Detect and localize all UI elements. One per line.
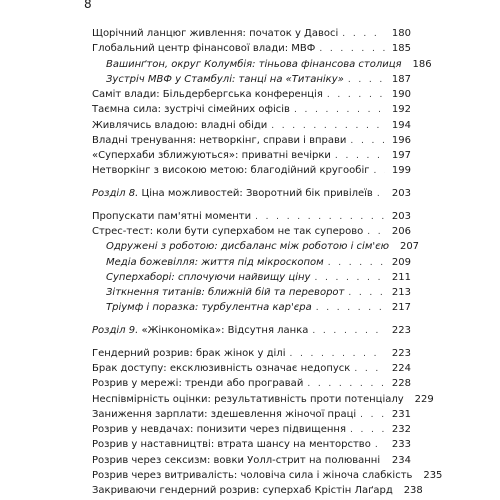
toc-entry-title: Стрес-тест: коли бути суперхабом не так суперово: [92, 226, 364, 237]
dot-leader: [373, 164, 385, 178]
toc-entry-page: 238: [403, 485, 423, 496]
toc-entry[interactable]: [92, 362, 411, 378]
toc-entry-title: Медіа божевілля: життя під мікроскопом: [106, 256, 324, 268]
toc-entry-title: Живлячись владою: владні обіди: [92, 119, 268, 131]
toc-entry-page: 192: [391, 104, 411, 116]
toc-entry[interactable]: [92, 103, 411, 119]
toc-entry-title: Вашинґтон, округ Колумбія: тіньова фінансова столиця: [106, 58, 402, 70]
toc-entry-page: 207: [399, 241, 420, 253]
dot-leader: [384, 454, 385, 468]
toc-entry-page: 211: [391, 271, 411, 283]
page-number: 8: [84, 0, 92, 11]
chapter-number: Розділ 8.: [92, 188, 139, 199]
dot-leader: [314, 271, 385, 285]
toc-entry[interactable]: [92, 423, 411, 439]
toc-chapter-entry[interactable]: [92, 324, 411, 340]
dot-leader: [294, 103, 385, 117]
dot-leader: [354, 362, 385, 376]
toc-entry[interactable]: [92, 27, 411, 43]
toc-entry[interactable]: [92, 134, 411, 150]
toc-entry-page: 180: [391, 28, 411, 39]
toc-entry-title: Зустріч МВФ у Стамбулі: танці на «Титаніку»: [106, 73, 344, 85]
toc-entry-page: 203: [391, 188, 411, 199]
toc-entry-title: Пропускати пам'ятні моменти: [92, 210, 252, 222]
toc-entry-page: 224: [391, 363, 411, 374]
chapter-number: Розділ 9.: [92, 325, 139, 336]
toc-subentry[interactable]: [106, 73, 411, 89]
dot-leader: [289, 347, 385, 361]
toc-entry[interactable]: [92, 42, 411, 58]
toc-entry-page: 232: [391, 424, 411, 435]
toc-subentry[interactable]: [106, 301, 411, 317]
toc-entry-title: Глобальний центр фінансової влади: МВФ: [92, 43, 316, 55]
toc-entry-page: 197: [391, 150, 411, 161]
toc-entry-title: Розрив через витривалість: чоловіча сила і жіноча слабкість: [92, 469, 413, 481]
toc-entry-title: Нетворкінг з високою метою: благодійний кругообіг: [92, 165, 370, 177]
toc-entry-page: 187: [391, 73, 411, 85]
toc-entry[interactable]: [92, 454, 411, 470]
toc-entry-page: 186: [412, 58, 432, 70]
toc-entry[interactable]: [92, 438, 411, 454]
dot-leader: [360, 408, 385, 422]
dot-leader: [342, 27, 385, 41]
toc-entry-title: [92, 324, 308, 338]
toc-entry-page: 203: [391, 210, 411, 222]
toc-entry[interactable]: [92, 484, 423, 500]
toc-entry[interactable]: [92, 469, 443, 485]
toc-entry[interactable]: [92, 119, 411, 135]
toc-entry-page: 196: [391, 134, 411, 146]
toc-entry[interactable]: [92, 347, 411, 363]
toc-entry-page: 234: [391, 454, 411, 466]
toc-entry-title: «Суперхаби зближуються»: приватні вечірки: [92, 150, 331, 161]
toc-entry-page: 199: [391, 165, 411, 177]
dot-leader: [348, 286, 385, 300]
toc-subentry[interactable]: [106, 256, 411, 272]
toc-entry[interactable]: [92, 377, 411, 393]
toc-entry-title: Владні тренування: нетворкінг, справи і вправи: [92, 134, 347, 146]
toc-entry-title: Закриваючи гендерний розрив: суперхаб Крістін Лаґард: [92, 485, 393, 496]
dot-leader: [335, 149, 385, 163]
toc-entry-page: 213: [391, 287, 411, 298]
toc-entry-title: Тріумф і поразка: турбулентна кар'єра: [106, 302, 312, 314]
dot-leader: [375, 438, 385, 452]
dot-leader: [328, 256, 385, 270]
toc-entry-title: Неспівмірність оцінки: результативність проти потенціалу: [92, 393, 404, 405]
toc-entry-title: Саміт влади: Більдербергська конференція: [92, 89, 323, 100]
dot-leader: [350, 423, 385, 437]
toc-entry-page: 217: [391, 302, 411, 314]
dot-leader: [307, 377, 385, 391]
toc-entry-title: Брак доступу: ексклюзивність означає недопуск: [92, 363, 351, 374]
toc-entry-page: 190: [391, 89, 411, 100]
toc-subentry[interactable]: [106, 58, 432, 74]
toc-entry-title: Розрив через сексизм: вовки Уолл-стрит на полюванні: [92, 454, 381, 466]
toc-entry-page: 235: [423, 469, 443, 481]
toc-entry-page: 185: [391, 43, 411, 55]
toc-entry-page: 231: [391, 408, 411, 420]
dot-leader: [348, 73, 385, 87]
toc-entry-page: 228: [391, 378, 411, 390]
toc-entry-title: Таємна сила: зустрічі сімейних офісів: [92, 104, 290, 116]
toc-entry-title: Заниження зарплати: здешевлення жіночої праці: [92, 408, 357, 420]
toc-entry-page: 223: [391, 347, 411, 359]
toc-entry-title: Одружені з роботою: дисбаланс між роботою і сім'єю: [106, 241, 390, 253]
chapter-title: «Жінкономіка»: Відсутня ланка: [138, 325, 309, 336]
dot-leader: [327, 88, 385, 102]
toc-entry-title: Гендерний розрив: брак жінок у ділі: [92, 347, 286, 359]
toc-entry-title: Суперхаборі: сплочуючи найвищу ціну: [106, 271, 311, 283]
toc-entry-title: Розрив у мережі: тренди або програвай: [92, 378, 304, 390]
toc-entry-title: Щорічний ланцюг живлення: початок у Давосі: [92, 28, 339, 39]
toc-entry[interactable]: [92, 393, 434, 409]
dot-leader: [316, 301, 385, 315]
dot-leader: [319, 42, 385, 56]
dot-leader: [350, 134, 385, 148]
dot-leader: [255, 210, 385, 224]
toc-entry-page: 229: [414, 393, 434, 405]
toc-entry[interactable]: [92, 408, 411, 424]
toc-subentry[interactable]: [106, 240, 420, 256]
toc-chapter-entry[interactable]: [92, 187, 411, 203]
toc-entry-page: 206: [391, 226, 411, 237]
toc-entry-title: Розрив у невдачах: понизити через підвищення: [92, 424, 346, 435]
toc-subentry[interactable]: [106, 286, 411, 302]
chapter-title: Ціна можливостей: Зворотний бік привілеїв: [138, 188, 373, 199]
dot-leader: [367, 225, 385, 239]
toc-subentry[interactable]: [106, 271, 411, 287]
toc-entry[interactable]: [92, 149, 411, 165]
toc-entry-title: [92, 187, 373, 201]
toc-entry-title: Розрив у наставництві: втрата шансу на менторство: [92, 439, 371, 451]
toc-entry-page: 233: [391, 439, 411, 451]
toc-entry[interactable]: [92, 88, 411, 104]
toc-entry-page: 194: [391, 119, 411, 131]
dot-leader: [312, 324, 385, 338]
dot-leader: [377, 187, 385, 201]
toc-entry[interactable]: [92, 225, 411, 241]
toc-entry-page: 209: [391, 256, 411, 268]
dot-leader: [271, 119, 385, 133]
toc-entry[interactable]: [92, 164, 411, 180]
toc-entry-page: 223: [391, 325, 411, 336]
toc-entry-title: Зіткнення титанів: ближній бій та переворот: [106, 287, 345, 298]
toc-entry[interactable]: [92, 210, 411, 226]
